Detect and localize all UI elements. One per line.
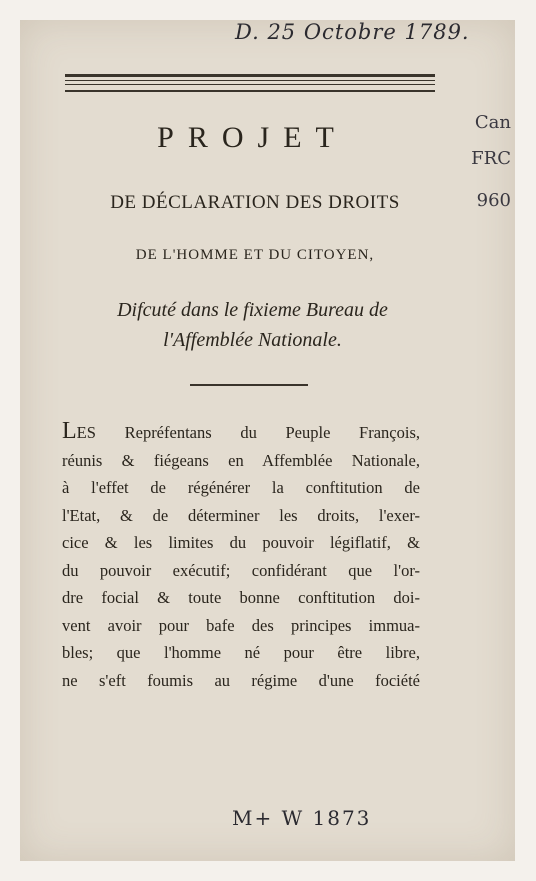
document-subtitle-2: DE L'HOMME ET DU CITOYEN, [135,247,375,263]
body-line: à l'effet de régénérer la conftitution de [62,478,420,497]
body-line: réunis & fiégeans en Affemblée Nationale, [62,450,420,470]
section-divider [190,384,308,386]
body-line: vent avoir pour bafe des principes immua- [62,615,420,635]
body-paragraph [62,418,420,694]
document-page [20,20,515,861]
discussion-line-2: l'Affemblée Nationale. [163,329,342,351]
drop-cap: L [62,418,77,444]
handwritten-date: D. 25 Octobre 1789. [235,20,470,44]
body-line: dre focial & toute bonne conftitution doi- [62,588,420,607]
document-title: PROJET [157,121,348,154]
body-line: bles; que l'homme né pour être libre, [62,643,420,662]
body-line: du pouvoir exécutif; confidérant que l'or- [62,560,420,580]
header-rule [65,74,435,77]
handwritten-accession-mark: M+ W 1873 [232,806,372,830]
handwritten-callmark-3: 960 [476,190,511,211]
body-line: ne s'eft foumis au régime d'une fociété [62,670,420,690]
header-rule [65,80,435,81]
header-rule [65,84,435,85]
discussion-line-1: Difcuté dans le fixieme Bureau de [117,299,388,321]
body-line-1-text: Repréfentans du Peuple François, [124,423,421,442]
body-line: l'Etat, & de déterminer les droits, l'exer- [62,505,420,525]
handwritten-callmark-2: FRC [471,148,511,169]
discussion-note [60,295,445,355]
header-rule [65,90,435,92]
body-line [62,418,420,447]
first-word-rest: ES [76,423,96,442]
document-subtitle: DE DÉCLARATION DES DROITS [110,192,400,213]
body-line: cice & les limites du pouvoir légiflatif, & [62,533,420,552]
handwritten-callmark-1: Can [474,112,511,133]
